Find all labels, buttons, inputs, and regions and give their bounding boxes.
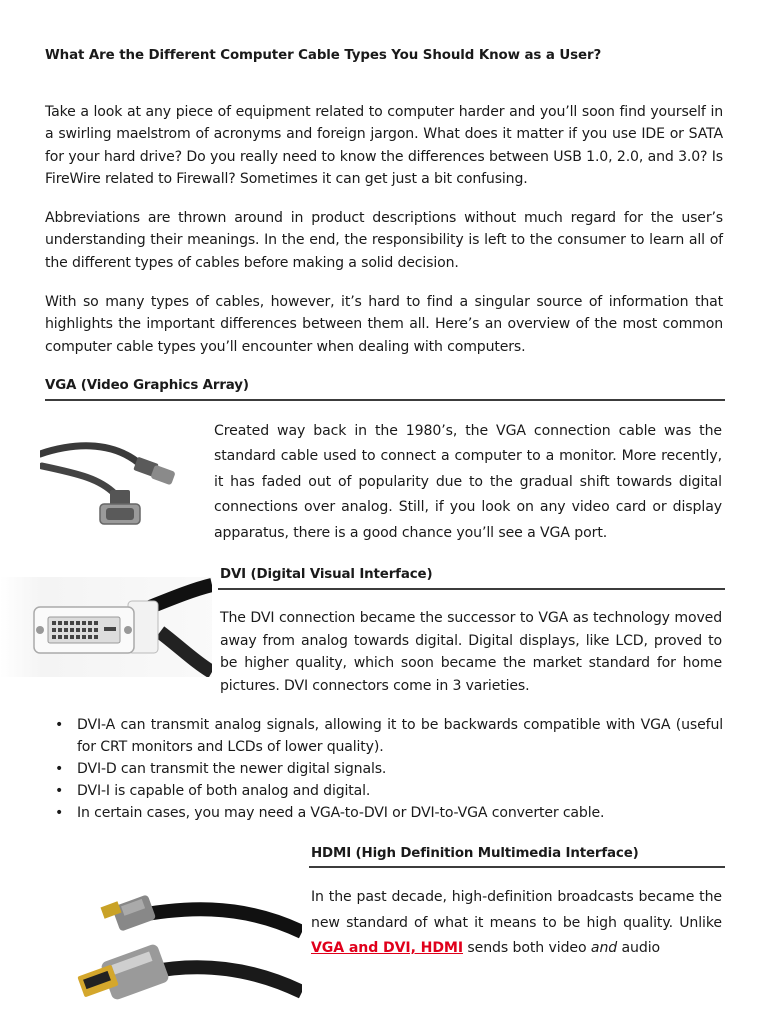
hdmi-cable-image: [40, 872, 302, 1024]
intro-paragraph-1: Take a look at any piece of equipment related to computer harder and you’ll soon find yourself in a swirling maelstrom of acronyms and foreign jargon. What does it matter if you use IDE or SATA for your hard drive? Do you really need to know the differences between USB 1.0, 2.0, and 3.0? Is FireWire related to Firewall? Sometimes it can get just a bit confusing.: [45, 104, 723, 188]
dvi-connector-image: [0, 577, 212, 677]
vga-dvi-hdmi-link[interactable]: VGA and DVI, HDMI: [311, 940, 464, 956]
article-title: What Are the Different Computer Cable Types You Should Know as a User?: [45, 48, 602, 63]
list-item: • In certain cases, you may need a VGA-to-DVI or DVI-to-VGA converter cable.: [55, 805, 605, 821]
intro-paragraph-3: With so many types of cables, however, it’s hard to find a singular source of information that highlights the important differences between them all. Here’s an overview of the most common computer cable types you’ll encounter when dealing with computers.: [45, 294, 723, 355]
vga-heading: VGA (Video Graphics Array): [45, 378, 249, 393]
hdmi-description: In the past decade, high-definition broadcasts became the new standard of what it means to be high quality. Unlike VGA and DVI, HDMI sends both video and audio: [311, 889, 722, 956]
list-item: • DVI-D can transmit the newer digital signals.: [55, 761, 387, 777]
dvi-description: The DVI connection became the successor to VGA as technology moved away from analog towards digital. Digital displays, like LCD, proved to be higher quality, which soon became the market standard for home pictures. DVI connectors come in 3 varieties.: [220, 610, 722, 694]
vga-description: Created way back in the 1980’s, the VGA connection cable was the standard cable used to connect a computer to a monitor. More recently, it has faded out of popularity due to the gradual shift towards digital connections over analog. Still, if you look on any video card or display apparatus, there is a good chance you’ll see a VGA port.: [214, 423, 722, 541]
hdmi-heading-rule: [309, 866, 725, 868]
list-item: • DVI-I is capable of both analog and digital.: [55, 783, 371, 799]
intro-paragraph-2: Abbreviations are thrown around in product descriptions without much regard for the user’s understanding their meanings. In the end, the responsibility is left to the consumer to learn all of the different types of cables before making a solid decision.: [45, 210, 723, 271]
vga-cable-image: [40, 424, 190, 534]
dvi-heading: DVI (Digital Visual Interface): [220, 567, 433, 582]
vga-heading-rule: [45, 399, 725, 401]
hdmi-heading: HDMI (High Definition Multimedia Interface): [311, 846, 639, 861]
dvi-heading-rule: [218, 588, 725, 590]
dvi-variety-list: [55, 714, 723, 824]
list-item: • DVI-A can transmit analog signals, allowing it to be backwards compatible with VGA (useful for CRT monitors and LCDs of lower quality).: [55, 717, 723, 755]
